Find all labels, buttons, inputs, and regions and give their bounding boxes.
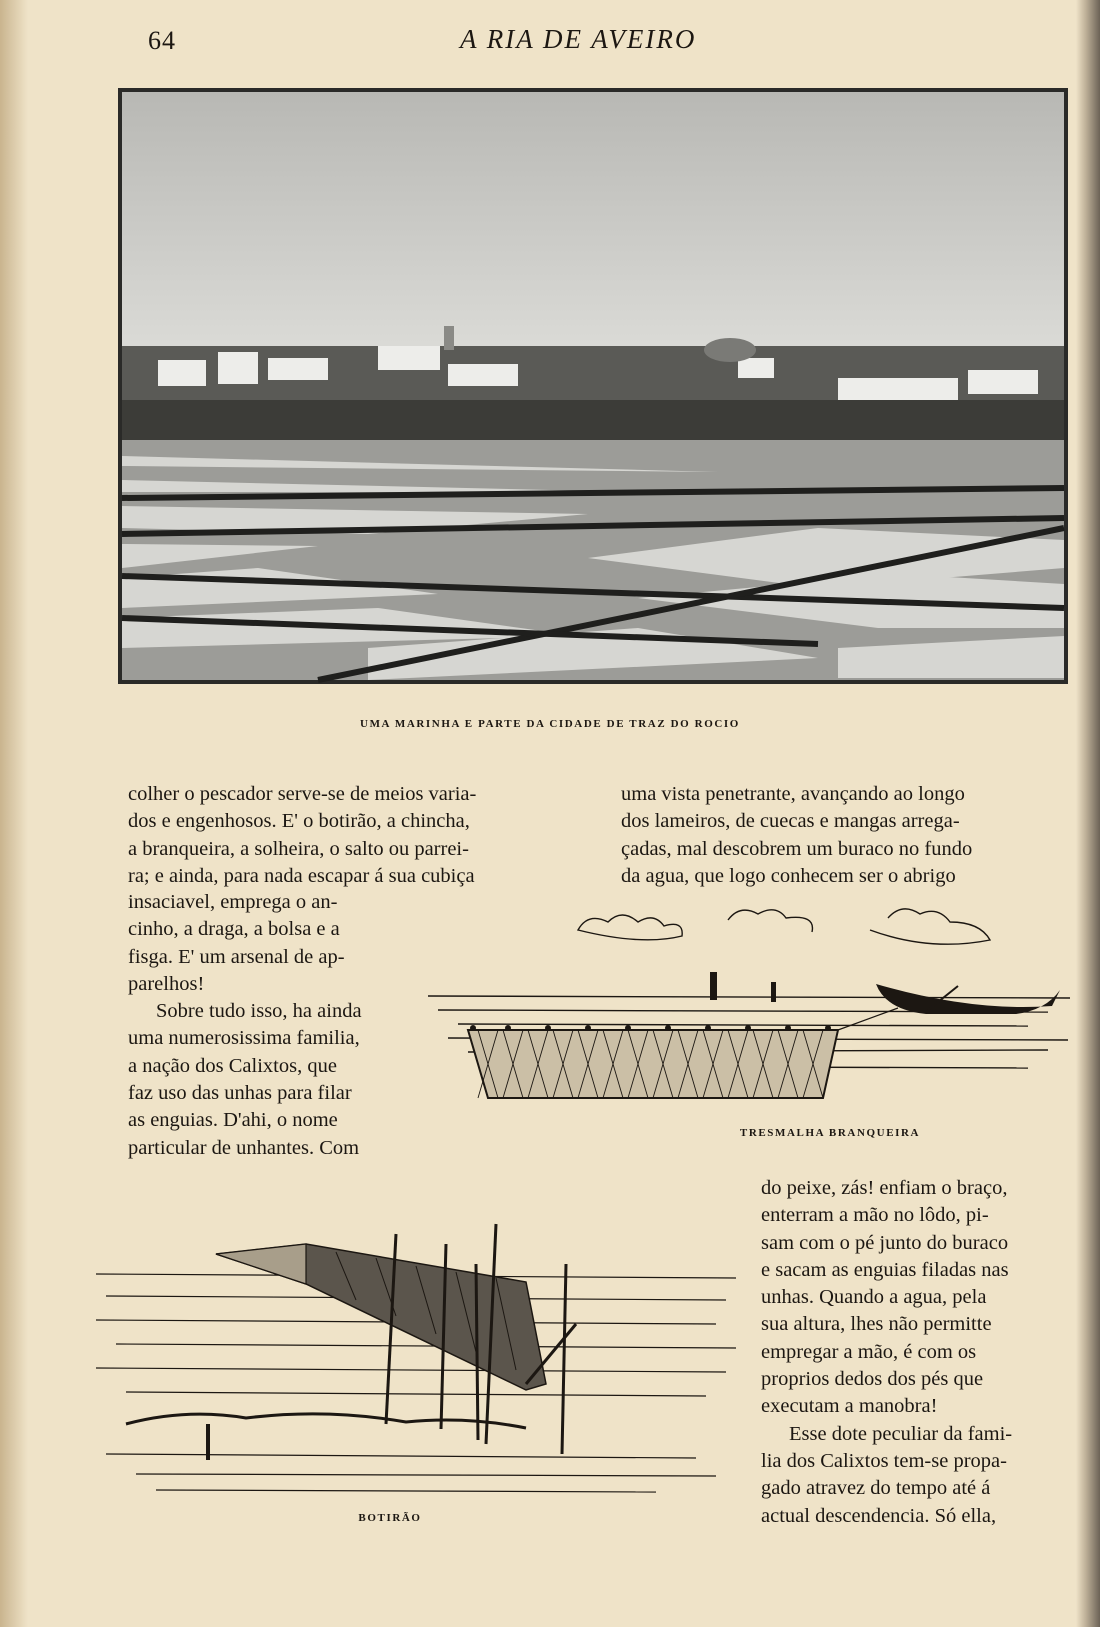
text-line: uma numerosissima familia, xyxy=(128,1027,360,1050)
text-line: çadas, mal descobrem um buraco no fundo xyxy=(621,837,973,860)
text-line: Esse dote peculiar da fami- xyxy=(789,1422,1013,1445)
text-line: enterram a mão no lôdo, pi- xyxy=(761,1204,989,1227)
text-line: actual descendencia. Só ella, xyxy=(761,1504,997,1527)
tresmalha-caption: TRESMALHA BRANQUEIRA xyxy=(739,1127,921,1139)
text-line: colher o pescador serve-se de meios varia- xyxy=(128,783,477,805)
botirao-illustration xyxy=(96,1204,736,1504)
text-column-left-top xyxy=(128,781,578,890)
text-line: uma vista penetrante, avançando ao longo xyxy=(621,783,965,805)
text-line: dos lameiros, de cuecas e mangas arrega- xyxy=(621,810,960,833)
text-line: insaciavel, emprega o an- xyxy=(128,891,338,913)
text-line: do peixe, zás! enfiam o braço, xyxy=(761,1177,1008,1199)
text-line: sam com o pé junto do buraco xyxy=(761,1231,1009,1254)
page-number: 64 xyxy=(148,26,176,55)
text-line: fisga. E' um arsenal de ap- xyxy=(128,945,345,968)
text-column-left-narrow xyxy=(128,889,420,1162)
running-title: A RIA DE AVEIRO xyxy=(460,24,697,54)
salt-marsh-photo xyxy=(118,88,1068,684)
text-line: dos e engenhosos. E' o botirão, a chincha, xyxy=(128,810,470,833)
text-line: Sobre tudo isso, ha ainda xyxy=(156,1000,362,1023)
text-line: da agua, que logo conhecem ser o abrigo xyxy=(621,864,956,887)
tresmalha-branqueira-illustration xyxy=(428,900,1070,1115)
text-line: proprios dedos dos pés que xyxy=(761,1368,984,1391)
text-line: gado atravez do tempo até á xyxy=(761,1477,991,1500)
text-line: as enguias. D'ahi, o nome xyxy=(128,1109,338,1132)
text-line: executam a manobra! xyxy=(761,1395,938,1418)
photo-caption: UMA MARINHA E PARTE DA CIDADE DE TRAZ DO ROCIO xyxy=(360,718,740,730)
text-line: ra; e ainda, para nada escapar á sua cubiça xyxy=(128,864,475,887)
page-right-edge xyxy=(1076,0,1100,1627)
text-line: faz uso das unhas para filar xyxy=(128,1082,352,1105)
text-line: particular de unhantes. Com xyxy=(128,1136,360,1159)
text-line: unhas. Quando a agua, pela xyxy=(761,1286,987,1309)
text-line: e sacam as enguias filadas nas xyxy=(761,1258,1009,1281)
text-column-right-bottom xyxy=(761,1175,1067,1530)
text-line: parelhos! xyxy=(128,972,205,995)
page-gutter-shadow xyxy=(0,0,28,1627)
text-line: empregar a mão, é com os xyxy=(761,1340,977,1363)
botirao-caption: BOTIRÃO xyxy=(358,1512,422,1524)
text-line: sua altura, lhes não permitte xyxy=(761,1313,992,1336)
text-line: cinho, a draga, a bolsa e a xyxy=(128,918,340,941)
text-line: a branqueira, a solheira, o salto ou parrei- xyxy=(128,837,469,860)
text-column-right-top xyxy=(621,781,1067,890)
text-line: a nação dos Calixtos, que xyxy=(128,1054,337,1077)
text-line: lia dos Calixtos tem-se propa- xyxy=(761,1449,1007,1472)
